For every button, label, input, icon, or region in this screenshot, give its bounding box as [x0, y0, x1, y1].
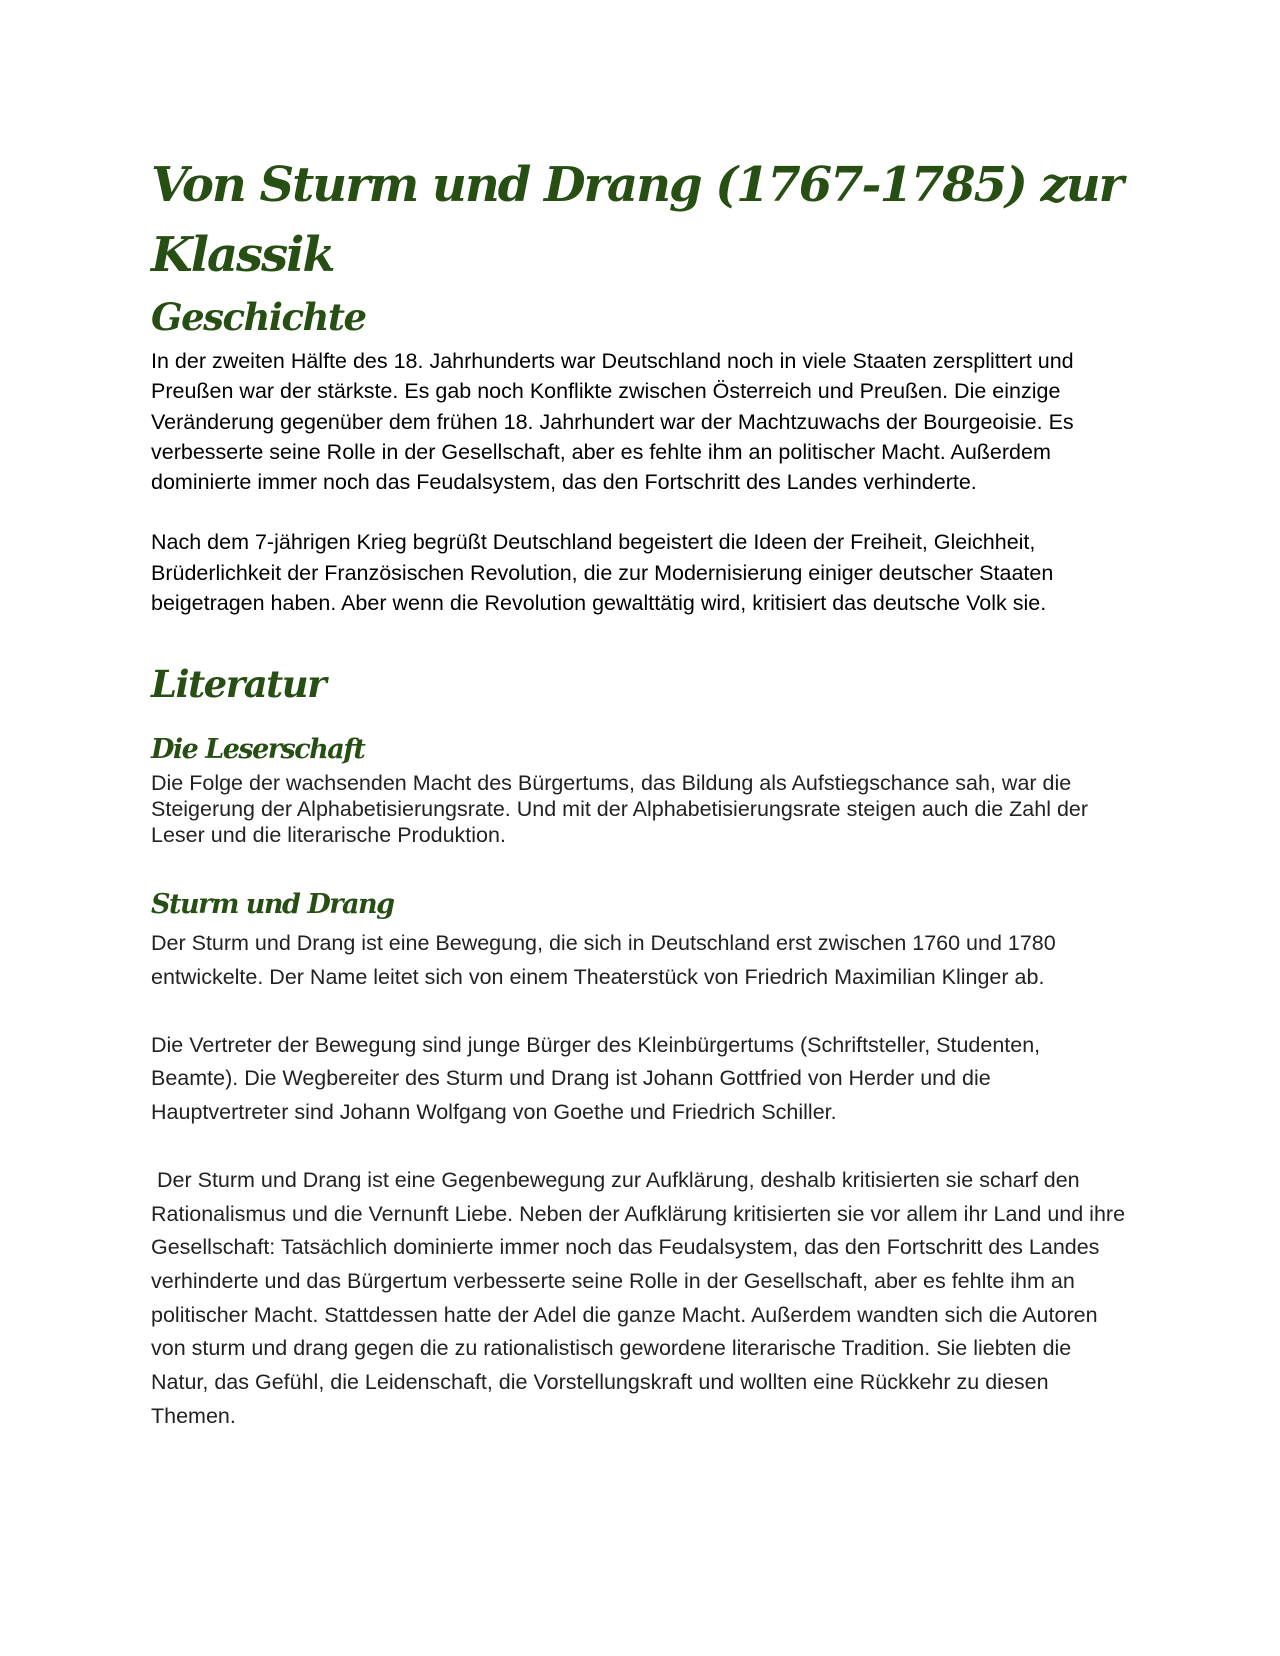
paragraph-sturm-und-drang-1: Der Sturm und Drang ist eine Bewegung, die sich in Deutschland erst zwischen 1760 und 1780 entwickelte. Der Name leitet sich von einem Theaterstück von Friedrich Maximilian Klinger ab.: [151, 931, 1056, 990]
subsection-heading-sturm-und-drang: Sturm und Drang: [151, 889, 394, 921]
document-title: Von Sturm und Drang (1767-1785) zur Klassik: [151, 157, 1122, 283]
section-heading-literatur: Literatur: [151, 662, 326, 707]
paragraph-geschichte-2: Nach dem 7-jährigen Krieg begrüßt Deutschland begeistert die Ideen der Freiheit, Gleichheit, Brüderlichkeit der Französischen Revolution, die zur Modernisierung einiger deutscher Staaten beigetragen haben. Aber wenn die Revolution gewalttätig wird, kritisiert das deutsche Volk sie.: [151, 530, 1054, 616]
paragraph-geschichte-1: In der zweiten Hälfte des 18. Jahrhunderts war Deutschland noch in viele Staaten zersplittert und Preußen war der stärkste. Es gab noch Konflikte zwischen Österreich und Preußen. Die einzige Veränderung gegenüber dem frühen 18. Jahrhundert war der Machtzuwachs der Bourgeoisie. Es verbesserte seine Rolle in der Gesellschaft, aber es fehlte ihm an politischer Macht. Außerdem dominierte immer noch das Feudalsystem, das den Fortschritt des Landes verhinderte.: [151, 349, 1074, 495]
paragraph-leserschaft: Die Folge der wachsenden Macht des Bürgertums, das Bildung als Aufstiegschance sah, war die Steigerung der Alphabetisierungsrate. Und mit der Alphabetisierungsrate steigen auch die Zahl der Leser und die literarische Produktion.: [151, 771, 1089, 848]
document-page: [151, 150, 1131, 1434]
subsection-heading-leserschaft: Die Leserschaft: [151, 734, 365, 766]
paragraph-sturm-und-drang-2: Die Vertreter der Bewegung sind junge Bürger des Kleinbürgertums (Schriftsteller, Studenten, Beamte). Die Wegbereiter des Sturm und Drang ist Johann Gottfried von Herder und die Hauptvertreter sind Johann Wolfgang von Goethe und Friedrich Schiller.: [151, 1032, 1041, 1125]
section-heading-geschichte: Geschichte: [151, 295, 366, 339]
paragraph-sturm-und-drang-3: Der Sturm und Drang ist eine Gegenbewegung zur Aufklärung, deshalb kritisierten sie scharf den Rationalismus und die Vernunft Liebe. Neben der Aufklärung kritisierten sie vor allem ihr Land und ihre Gesellschaft: Tatsächlich dominierte immer noch das Feudalsystem, das den Fortschritt des Landes verhinderte und das Bürgertum verbesserte seine Rolle in der Gesellschaft, aber es fehlte ihm an politischer Macht. Stattdessen hatte der Adel die ganze Macht. Außerdem wandten sich die Autoren von sturm und drang gegen die zu rationalistisch gewordene literarische Tradition. Sie liebten die Natur, das Gefühl, die Leidenschaft, die Vorstellungskraft und wollten eine Rückkehr zu diesen Themen.: [151, 1167, 1132, 1428]
